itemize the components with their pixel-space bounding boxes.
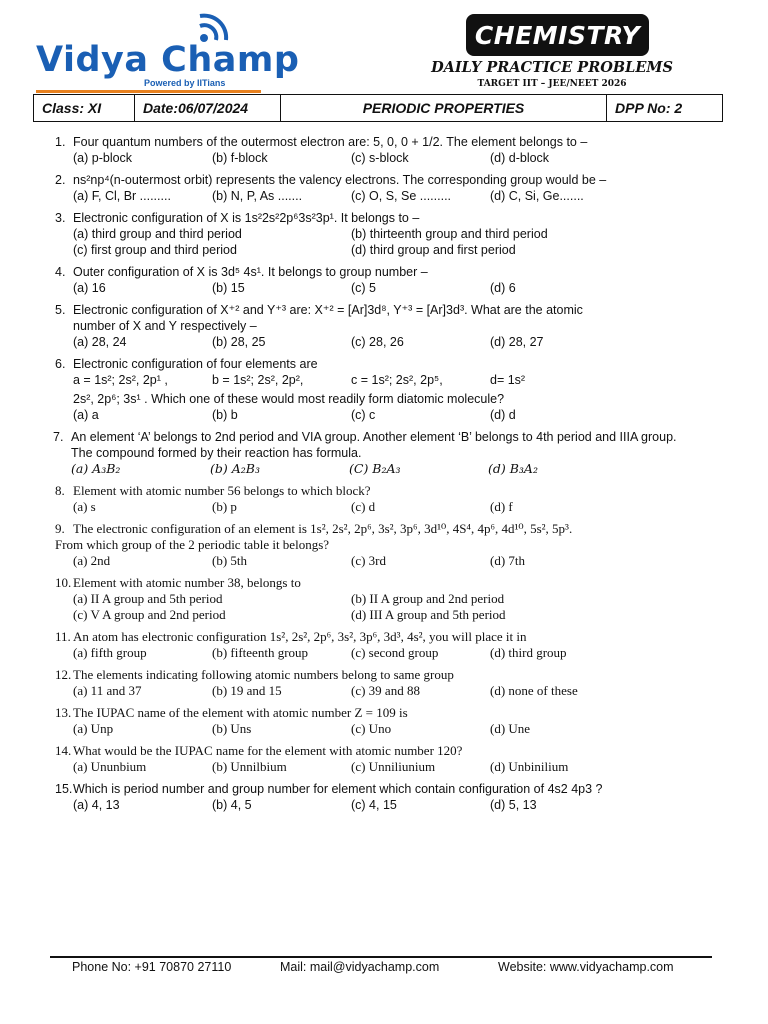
option-c: (c) 39 and 88 <box>351 683 420 698</box>
question-6 <box>55 356 715 423</box>
question-text: The IUPAC name of the element with atomic number Z = 109 is <box>73 705 408 720</box>
option-d: (d) d <box>490 408 516 422</box>
question-number: 12. <box>55 667 72 682</box>
question-2 <box>55 172 715 204</box>
dpp-title: DAILY PRACTICE PROBLEMS <box>431 59 673 76</box>
question-text-cont: The compound formed by their reaction has formula. <box>71 446 362 460</box>
config-b: b = 1s²; 2s², 2p², <box>212 373 304 387</box>
logo-text: Vidya Champ <box>36 40 300 80</box>
option-c: (c) Unniliunium <box>351 759 436 774</box>
option-a: (a) a <box>73 408 99 422</box>
question-11 <box>55 629 715 661</box>
vidya-champ-logo <box>36 10 300 94</box>
footer-phone: Phone No: +91 70870 27110 <box>72 960 232 974</box>
option-b: (b) A₂B₃ <box>210 461 260 476</box>
question-text: Outer configuration of X is 3d⁵ 4s¹. It belongs to group number – <box>73 265 428 279</box>
logo-underline <box>36 90 261 93</box>
config-c: c = 1s²; 2s², 2p⁵, <box>351 373 443 387</box>
question-text: Element with atomic number 56 belongs to which block? <box>73 483 371 498</box>
option-b: (b) Uns <box>212 721 252 736</box>
option-a: (a) F, Cl, Br ......... <box>73 189 171 203</box>
option-b: (b) N, P, As ....... <box>212 189 303 203</box>
question-list <box>55 134 715 819</box>
question-text: An atom has electronic configuration 1s², 2s², 2p⁶, 3s², 3p⁶, 3d³, 4s², you will place it in <box>73 629 527 644</box>
option-c: (c) O, S, Se ......... <box>351 189 452 203</box>
page-footer <box>72 960 712 974</box>
topic-label: PERIODIC PROPERTIES <box>281 95 607 121</box>
option-b: (b) p <box>212 499 237 514</box>
question-number: 14. <box>55 743 72 758</box>
dpp-number: DPP No: 2 <box>615 100 683 116</box>
question-8 <box>55 483 715 515</box>
footer-website: Website: www.vidyachamp.com <box>498 960 674 974</box>
question-3 <box>55 210 715 258</box>
question-number: 8. <box>55 483 65 498</box>
question-14 <box>55 743 715 775</box>
option-d: (d) f <box>490 499 513 514</box>
option-b: (b) II A group and 2nd period <box>351 591 505 606</box>
option-a: (a) A₃B₂ <box>71 461 121 476</box>
config-a: a = 1s²; 2s², 2p¹ , <box>73 373 168 387</box>
option-b: (b) 4, 5 <box>212 798 252 812</box>
option-a: (a) fifth group <box>73 645 147 660</box>
question-text: ns²np⁴(n-outermost orbit) represents the valency electrons. The corresponding group would be – <box>73 173 607 187</box>
option-b: (b) f-block <box>212 151 268 165</box>
question-5 <box>55 302 715 350</box>
option-b: (b) 19 and 15 <box>212 683 282 698</box>
option-a: (a) s <box>73 499 96 514</box>
option-d: (d) 5, 13 <box>490 798 537 812</box>
question-4 <box>55 264 715 296</box>
question-text-cont: number of X and Y respectively – <box>73 319 257 333</box>
option-c: (c) 4, 15 <box>351 798 397 812</box>
question-number: 4. <box>55 265 66 279</box>
option-b: (b) b <box>212 408 238 422</box>
option-c: (c) s-block <box>351 151 409 165</box>
question-text: Electronic configuration of X⁺² and Y⁺³ are: X⁺² = [Ar]3d⁸, Y⁺³ = [Ar]3d³. What are the atomic <box>73 303 583 317</box>
question-text: Electronic configuration of X is 1s²2s²2p⁶3s²3p¹. It belongs to – <box>73 211 420 225</box>
question-number: 9. <box>55 521 65 536</box>
option-a: (a) 4, 13 <box>73 798 120 812</box>
option-c: (c) V A group and 2nd period <box>73 607 226 622</box>
option-d: (d) 28, 27 <box>490 335 544 349</box>
question-number: 7. <box>53 430 64 444</box>
question-15 <box>55 781 715 813</box>
option-b: (b) fifteenth group <box>212 645 309 660</box>
subject-badge: CHEMISTRY <box>466 14 649 56</box>
question-text: The elements indicating following atomic numbers belong to same group <box>73 667 454 682</box>
option-b: (b) 5th <box>212 553 248 568</box>
question-text: Which is period number and group number for element which contain configuration of 4s2 4p3 ? <box>73 782 603 796</box>
question-number: 1. <box>55 135 66 149</box>
option-c: (c) first group and third period <box>73 243 237 257</box>
config-d: d= 1s² <box>490 373 526 387</box>
option-a: (a) p-block <box>73 151 133 165</box>
question-13 <box>55 705 715 737</box>
option-c: (c) c <box>351 408 376 422</box>
question-12 <box>55 667 715 699</box>
footer-divider <box>50 956 712 958</box>
option-d: (d) 6 <box>490 281 516 295</box>
option-d: (d) none of these <box>490 683 578 698</box>
question-number: 11. <box>55 629 71 644</box>
option-d: (d) 7th <box>490 553 526 568</box>
option-a: (a) third group and third period <box>73 227 242 241</box>
question-number: 10. <box>55 575 72 590</box>
option-d: (d) third group and first period <box>351 243 516 257</box>
option-a: (a) 28, 24 <box>73 335 127 349</box>
option-c: (C) B₂A₃ <box>349 461 401 476</box>
question-9 <box>55 521 715 569</box>
question-text: Element with atomic number 38, belongs to <box>73 575 301 590</box>
option-a: (a) 2nd <box>73 553 111 568</box>
question-text-cont: From which group of the 2 periodic table it belongs? <box>55 537 330 552</box>
option-a: (a) 16 <box>73 281 106 295</box>
option-b: (b) Unnilbium <box>212 759 287 774</box>
option-a: (a) II A group and 5th period <box>73 591 223 606</box>
option-b: (b) 15 <box>212 281 245 295</box>
option-d: (d) Une <box>490 721 531 736</box>
question-10 <box>55 575 715 623</box>
option-d: (d) third group <box>490 645 567 660</box>
option-d: (d) Unbinilium <box>490 759 569 774</box>
date-label: Date:06/07/2024 <box>135 95 281 121</box>
question-text-cont: 2s², 2p⁶; 3s¹ . Which one of these would most readily form diatomic molecule? <box>73 392 505 406</box>
option-c: (c) Uno <box>351 721 392 736</box>
option-d: (d) B₃A₂ <box>488 461 538 476</box>
option-c: (c) second group <box>351 645 439 660</box>
info-bar <box>33 94 723 122</box>
option-a: (a) Ununbium <box>73 759 147 774</box>
question-number: 6. <box>55 357 66 371</box>
page-header <box>0 0 768 92</box>
question-number: 3. <box>55 211 66 225</box>
option-c: (c) 5 <box>351 281 376 295</box>
option-a: (a) Unp <box>73 721 114 736</box>
question-number: 15. <box>55 782 73 796</box>
question-1 <box>55 134 715 166</box>
option-b: (b) 28, 25 <box>212 335 266 349</box>
wifi-signal-icon <box>196 10 236 44</box>
question-number: 13. <box>55 705 72 720</box>
question-7 <box>53 429 715 477</box>
footer-mail: Mail: mail@vidyachamp.com <box>280 960 440 974</box>
option-d: (d) C, Si, Ge....... <box>490 189 584 203</box>
option-a: (a) 11 and 37 <box>73 683 142 698</box>
option-d: (d) III A group and 5th period <box>351 607 506 622</box>
option-b: (b) thirteenth group and third period <box>351 227 548 241</box>
question-text: What would be the IUPAC name for the element with atomic number 120? <box>73 743 463 758</box>
option-c: (c) 3rd <box>351 553 387 568</box>
logo-tagline: Powered by IITians <box>144 78 226 88</box>
question-text: An element ‘A’ belongs to 2nd period and VIA group. Another element ‘B’ belongs to 4th period and IIIA group. <box>71 430 677 444</box>
option-c: (c) 28, 26 <box>351 335 404 349</box>
question-number: 5. <box>55 303 66 317</box>
question-text: Four quantum numbers of the outermost electron are: 5, 0, 0 + 1/2. The element belongs to – <box>73 135 588 149</box>
class-label: Class: XI <box>34 95 135 121</box>
question-text: Electronic configuration of four elements are <box>73 357 318 371</box>
option-c: (c) d <box>351 499 376 514</box>
question-text: The electronic configuration of an element is 1s², 2s², 2p⁶, 3s², 3p⁶, 3d¹⁰, 4S⁴, 4p⁶, 4d¹⁰, 5s², 5p³. <box>73 521 573 536</box>
option-d: (d) d-block <box>490 151 550 165</box>
question-number: 2. <box>55 173 66 187</box>
target-exam: TARGET IIT – JEE/NEET 2026 <box>477 79 627 89</box>
